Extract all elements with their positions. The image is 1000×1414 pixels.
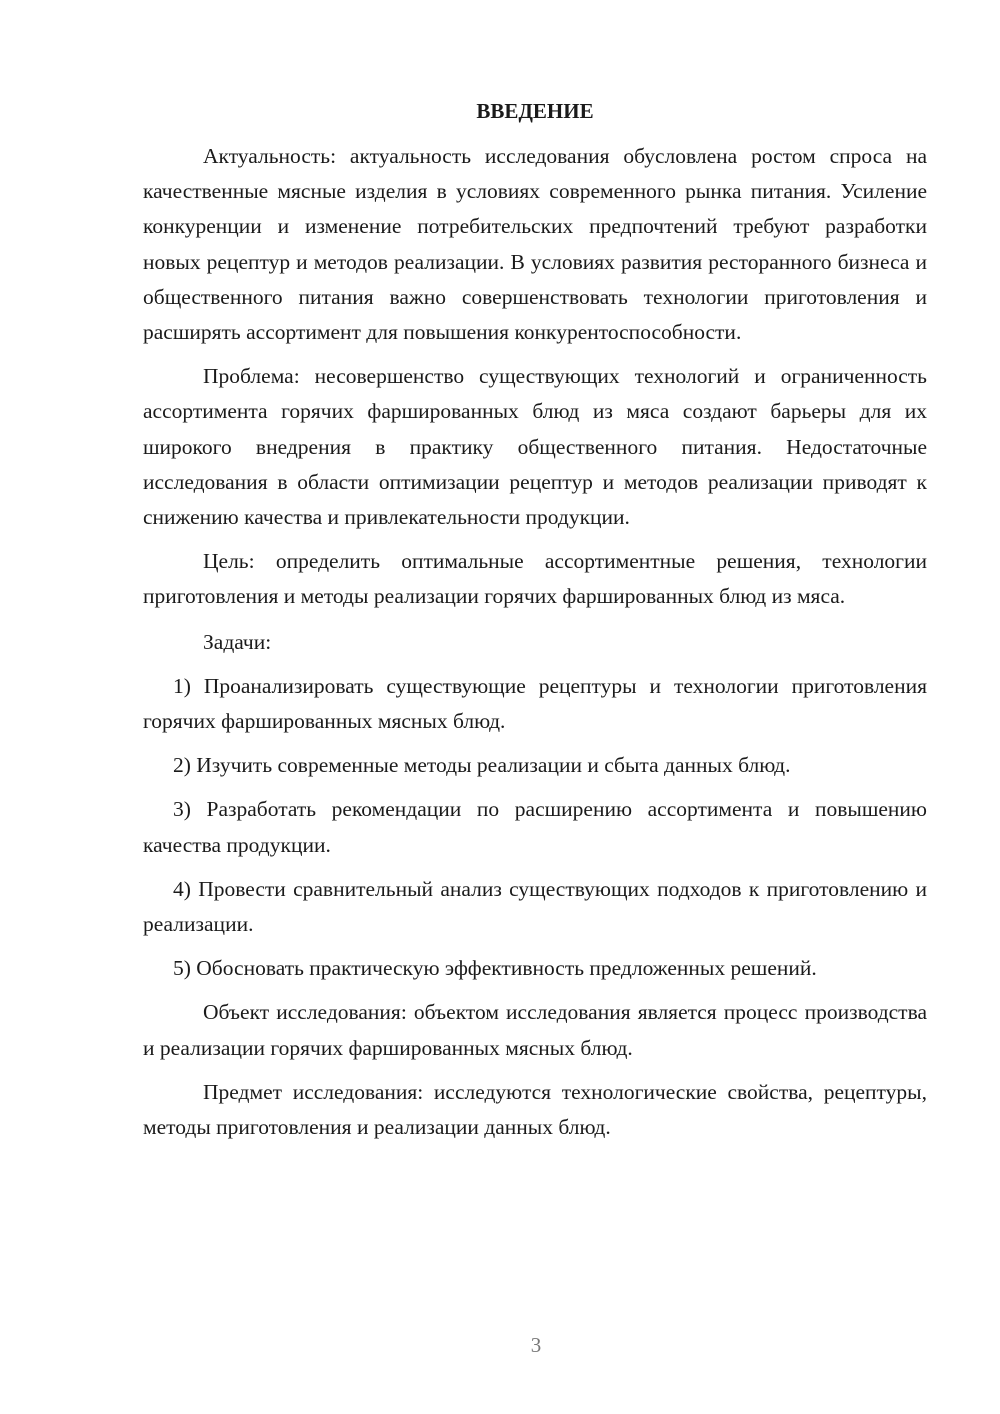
task-item-2: 2) Изучить современные методы реализации и сбыта данных блюд.: [173, 753, 791, 778]
page-content: [143, 94, 927, 1154]
relevance-paragraph: Актуальность: актуальность исследования обусловлена ростом спроса на качественные мясные изделия в условиях современного рынка питания. Усиление конкуренции и изменение потребительских предпочтений требуют разработки новых рецептур и методов реализации. В условиях развития ресторанного бизнеса и общественного питания важно совершенствовать технологии приготовления и расширять ассортимент для повышения конкурентоспособности.: [143, 144, 927, 345]
object-paragraph: Объект исследования: объектом исследования является процесс производства и реализации горячих фаршированных мясных блюд.: [143, 1000, 927, 1060]
task-item-4: 4) Провести сравнительный анализ существующих подходов к приготовлению и реализации.: [143, 876, 927, 937]
task-item-3: 3) Разработать рекомендации по расширению ассортимента и повышению качества продукции.: [143, 797, 927, 857]
subject-paragraph: Предмет исследования: исследуются технологические свойства, рецептуры, методы приготовления и реализации данных блюд.: [143, 1079, 927, 1140]
page-title: ВВЕДЕНИЕ: [476, 99, 594, 123]
problem-paragraph: Проблема: несовершенство существующих технологий и ограниченность ассортимента горячих фаршированных блюд из мяса создают барьеры для их широкого внедрения в практику общественного питания. Недостаточные исследования в области оптимизации рецептур и методов реализации приводят к снижению качества и привлекательности продукции.: [143, 364, 927, 530]
tasks-heading: Задачи:: [203, 629, 272, 654]
task-item-5: 5) Обосновать практическую эффективность предложенных решений.: [173, 956, 817, 981]
task-item-1: 1) Проанализировать существующие рецептуры и технологии приготовления горячих фаршированных мясных блюд.: [143, 673, 927, 734]
goal-paragraph: Цель: определить оптимальные ассортиментные решения, технологии приготовления и методы реализации горячих фаршированных блюд из мяса.: [143, 549, 927, 609]
page-number: 3: [530, 1333, 542, 1357]
